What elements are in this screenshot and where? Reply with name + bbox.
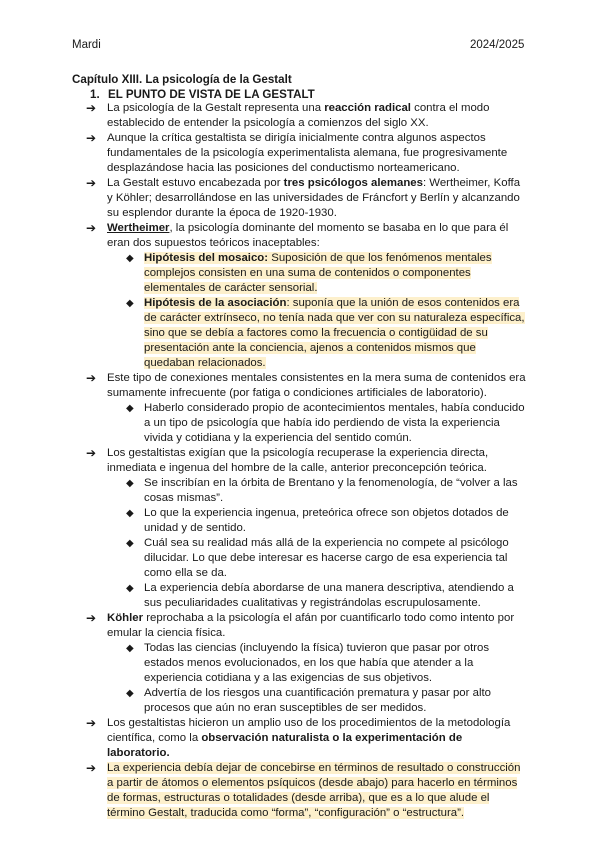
section-title: EL PUNTO DE VISTA DE LA GESTALT xyxy=(108,88,315,101)
item-text: Köhler reprochaba a la psicología el afán por cuantificarlo todo como intento por emular la ciencia física. xyxy=(107,612,515,639)
diamond-icon: ◆ xyxy=(126,688,134,699)
sub-list-item xyxy=(124,401,526,446)
sub-item-text: La experiencia debía abordarse de una manera descriptiva, atendiendo a sus peculiaridades cualitativas y registrándolas escrupulosamente. xyxy=(144,582,514,609)
diamond-icon: ◆ xyxy=(126,643,134,654)
diamond-icon: ◆ xyxy=(126,403,134,414)
sub-item-text: Lo que la experiencia ingenua, preteórica ofrece son objetos dotados de unidad y de sentido. xyxy=(144,507,509,534)
section-number: 1. xyxy=(90,88,100,101)
list-item xyxy=(86,131,526,176)
arrow-icon: ➔ xyxy=(86,371,97,385)
list-item xyxy=(86,176,526,221)
list-item xyxy=(86,716,526,761)
list-item xyxy=(86,371,526,401)
sub-list-item xyxy=(124,641,526,686)
arrow-icon: ➔ xyxy=(86,446,97,460)
sub-list-item xyxy=(124,296,526,371)
sub-item-text: Hipótesis de la asociación: suponía que la unión de esos contenidos era de carácter extrínseco, no tenía nada que ver con su naturaleza específica, sino que se debía a factores como la frecuencia o contigüidad de su presentación ante la conciencia, ajenos a contenidos mismos que quedaban relacionados. xyxy=(144,297,525,369)
bullet-list xyxy=(86,101,526,821)
list-item xyxy=(86,611,526,641)
arrow-icon: ➔ xyxy=(86,611,97,625)
sub-item-text: Advertía de los riesgos una cuantificación prematura y pasar por alto procesos que aún no eran susceptibles de ser medidos. xyxy=(144,687,491,714)
arrow-icon: ➔ xyxy=(86,101,97,115)
diamond-icon: ◆ xyxy=(126,538,134,549)
item-text: Los gestaltistas exigían que la psicología recuperase la experiencia directa, inmediata e ingenua del hombre de la calle, anterior preconcepción teórica. xyxy=(107,447,489,474)
sub-list-item xyxy=(124,251,526,296)
item-text: Aunque la crítica gestaltista se dirigía inicialmente contra algunos aspectos fundamentales de la psicología experimentalista alemana, fue progresivamente desplazándose hacia las posiciones del conductismo norteamericano. xyxy=(107,132,508,174)
item-text: Los gestaltistas hicieron un amplio uso de los procedimientos de la metodología científica, como la observación naturalista o la experimentación de laboratorio. xyxy=(107,717,511,759)
arrow-icon: ➔ xyxy=(86,176,97,190)
item-text: Wertheimer, la psicología dominante del momento se basaba en lo que para él eran dos supuestos teóricos inaceptables: xyxy=(107,222,509,249)
chapter-title: Capítulo XIII. La psicología de la Gestalt xyxy=(72,73,292,86)
item-text: La psicología de la Gestalt representa una reacción radical contra el modo establecido de entender la psicología a comienzos del siglo XX. xyxy=(107,102,490,129)
diamond-icon: ◆ xyxy=(126,253,134,264)
sub-item-text: Todas las ciencias (incluyendo la física) tuvieron que pasar por otros estados menos evolucionados, en los que había que atender a la experiencia cotidiana y a las exigencias de sus objetivos. xyxy=(144,642,490,684)
arrow-icon: ➔ xyxy=(86,761,97,775)
item-text: La experiencia debía dejar de concebirse en términos de resultado o construcción a partir de átomos o elementos psíquicos (desde abajo) para hacerlo en términos de formas, estructuras o totalidades (desde arriba), que es a lo que alude el término Gestalt, traducida como “forma”, “configuración” o “estructura”. xyxy=(107,762,521,819)
sub-item-text: Haberlo considerado propio de acontecimientos mentales, había conducido a un tipo de psicología que había ido perdiendo de vista la experiencia vivida y cotidiana y la experiencia del sentido común. xyxy=(144,402,525,444)
header-right: 2024/2025 xyxy=(470,39,525,51)
sub-list-item xyxy=(124,536,526,581)
arrow-icon: ➔ xyxy=(86,221,97,235)
list-item xyxy=(86,761,526,821)
item-text: Este tipo de conexiones mentales consistentes en la mera suma de contenidos era sumamente infrecuente (por fatiga o condiciones artificiales de laboratorio). xyxy=(107,372,526,399)
diamond-icon: ◆ xyxy=(126,583,134,594)
arrow-icon: ➔ xyxy=(86,716,97,730)
section-heading xyxy=(90,87,315,102)
item-text: La Gestalt estuvo encabezada por tres psicólogos alemanes: Wertheimer, Koffa y Köhler; desarrollándose en las universidades de Fráncfort y Berlín y alcanzando su esplendor durante la época de 1920-1930. xyxy=(107,177,521,219)
header-left: Mardi xyxy=(72,39,101,51)
sub-item-text: Se inscribían en la órbita de Brentano y la fenomenología, de “volver a las cosas mismas”. xyxy=(144,477,518,504)
arrow-icon: ➔ xyxy=(86,131,97,145)
sub-list-item xyxy=(124,476,526,506)
sub-list-item xyxy=(124,506,526,536)
sub-item-text: Cuál sea su realidad más allá de la experiencia no compete al psicólogo dilucidar. Lo que debe interesar es hacerse cargo de esa experiencia tal como ella se da. xyxy=(144,537,509,579)
list-item xyxy=(86,446,526,476)
diamond-icon: ◆ xyxy=(126,478,134,489)
diamond-icon: ◆ xyxy=(126,508,134,519)
sub-item-text: Hipótesis del mosaico: Suposición de que los fenómenos mentales complejos consisten en una suma de contenidos o componentes elementales de carácter sensorial. xyxy=(144,252,492,294)
list-item xyxy=(86,101,526,131)
sub-list-item xyxy=(124,686,526,716)
diamond-icon: ◆ xyxy=(126,298,134,309)
list-item xyxy=(86,221,526,251)
sub-list-item xyxy=(124,581,526,611)
